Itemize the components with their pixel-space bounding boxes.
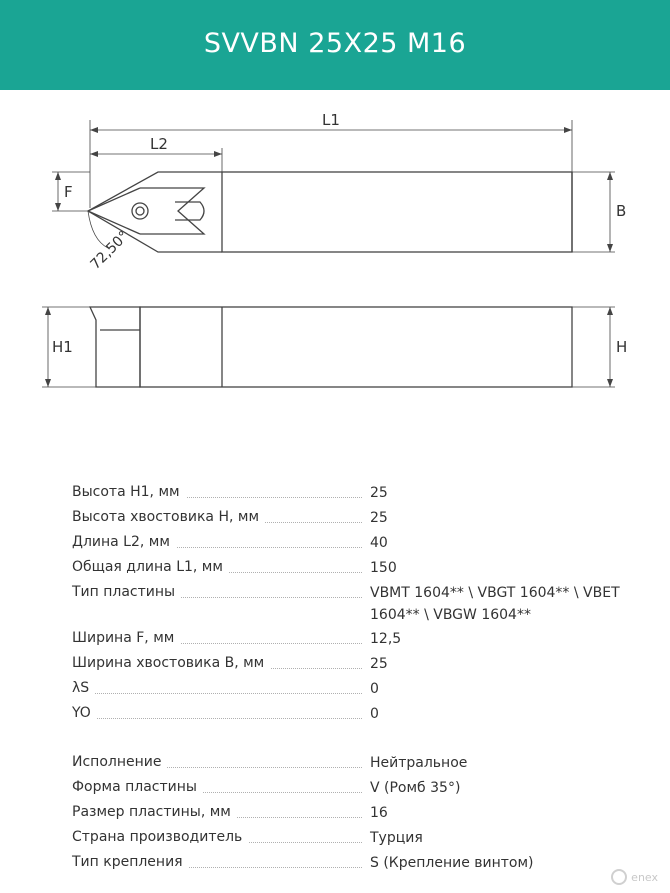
spec-label: Ширина хвостовика B, мм xyxy=(72,655,270,671)
tool-drawing xyxy=(0,90,670,420)
spec-row xyxy=(72,754,632,774)
spec-label: Длина L2, мм xyxy=(72,534,176,550)
spec-row xyxy=(72,854,632,874)
spec-row xyxy=(72,559,632,579)
spec-value: 0 xyxy=(370,681,379,697)
spec-label: YO xyxy=(72,705,97,721)
spec-label: Форма пластины xyxy=(72,779,203,795)
spec-row xyxy=(72,680,632,700)
page-title: SVVBN 25X25 M16 xyxy=(203,28,467,59)
spec-value: Нейтральное xyxy=(370,755,468,771)
brand-logo xyxy=(611,869,658,885)
spec-value: 40 xyxy=(370,535,388,551)
spec-label: Страна производитель xyxy=(72,829,248,845)
dim-label-h: H xyxy=(616,338,628,356)
spec-value: 25 xyxy=(370,656,388,672)
dim-label-b: B xyxy=(616,202,627,220)
spec-label: Исполнение xyxy=(72,754,167,770)
spec-value: V (Ромб 35°) xyxy=(370,780,461,796)
dim-label-l2: L2 xyxy=(150,135,168,153)
spec-row xyxy=(72,779,632,799)
spec-row xyxy=(72,584,632,623)
dim-label-f: F xyxy=(64,183,73,201)
page-header xyxy=(0,0,670,90)
spec-label: Ширина F, мм xyxy=(72,630,180,646)
dim-label-l1: L1 xyxy=(322,111,340,129)
spec-value: S (Крепление винтом) xyxy=(370,855,534,871)
spec-row xyxy=(72,630,632,650)
spec-value: 12,5 xyxy=(370,631,402,647)
spec-value: 0 xyxy=(370,706,379,722)
spec-row xyxy=(72,804,632,824)
spec-row xyxy=(72,829,632,849)
spec-row xyxy=(72,484,632,504)
logo-ring-icon xyxy=(611,869,627,885)
spec-value: Турция xyxy=(370,830,423,846)
spec-value: 25 xyxy=(370,510,388,526)
spec-label: Размер пластины, мм xyxy=(72,804,237,820)
logo-text: enex xyxy=(631,870,658,884)
spec-value: 16 xyxy=(370,805,388,821)
shank-side-view xyxy=(140,307,572,387)
spec-value: VBMT 1604** \ VBGT 1604** \ VBET 1604** \ VBGW 1604** xyxy=(370,585,620,623)
spec-label: Тип пластины xyxy=(72,584,181,600)
spec-row xyxy=(72,509,632,529)
spec-row xyxy=(72,705,632,725)
spec-value: 150 xyxy=(370,560,397,576)
spec-row xyxy=(72,534,632,554)
spec-label: Высота H1, мм xyxy=(72,484,186,500)
spec-value: 25 xyxy=(370,485,388,501)
shank-top-view xyxy=(222,172,572,252)
spec-label: Тип крепления xyxy=(72,854,189,870)
spec-label: Общая длина L1, мм xyxy=(72,559,229,575)
spec-row xyxy=(72,655,632,675)
spec-label: Высота хвостовика H, мм xyxy=(72,509,265,525)
spec-label: λS xyxy=(72,680,95,696)
dim-label-h1: H1 xyxy=(52,338,73,356)
dim-label-angle: 72,50° xyxy=(87,228,133,273)
